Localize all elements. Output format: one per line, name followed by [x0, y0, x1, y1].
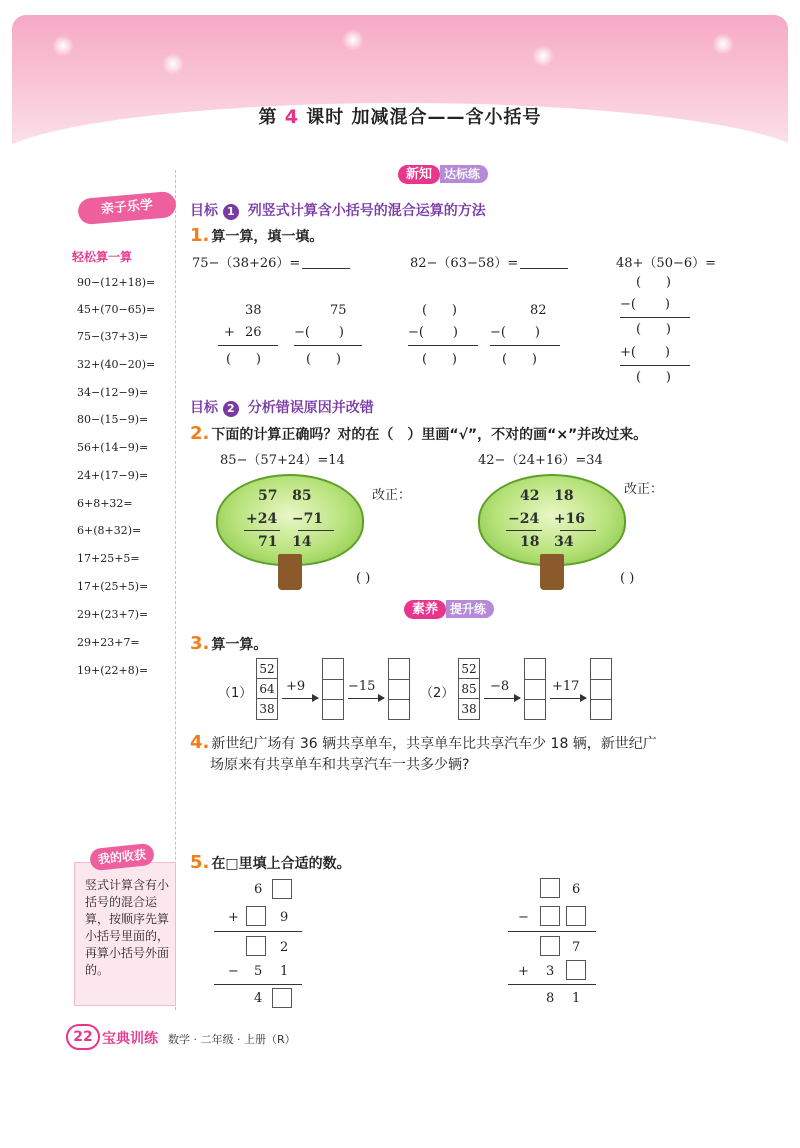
- correction-label: 改正：: [624, 482, 664, 497]
- q1c-top[interactable]: ( ): [636, 275, 671, 290]
- arrow-icon: [484, 698, 520, 699]
- sidebar-item: 34−(12−9)=: [77, 386, 149, 399]
- fill-box[interactable]: [246, 906, 266, 926]
- part-label: （2）: [420, 686, 455, 701]
- question-2-header: [190, 423, 647, 444]
- q2-expr-right: 42−（24+16）=34: [478, 453, 603, 468]
- fill-box[interactable]: [272, 879, 292, 899]
- sidebar-item: 80−(15−9)=: [77, 413, 149, 426]
- question-4-header: [190, 732, 657, 753]
- sidebar-item: 32+(40−20)=: [77, 358, 156, 371]
- question-text: 下面的计算正确吗？对的在（ ）里画“√”，不对的画“×”并改过来。: [211, 427, 648, 443]
- sidebar-item: 19+(22+8)=: [77, 664, 149, 677]
- calc-line: [506, 530, 542, 531]
- harvest-text: 竖式计算含有小括号的混合运算，按顺序先算小括号里面的，再算小括号外面的。: [85, 878, 170, 977]
- title-prefix: 第: [258, 107, 278, 128]
- sidebar-item: 29+(23+7)=: [77, 608, 149, 621]
- expr-text: 82−（63−58）=: [410, 256, 519, 271]
- tree-row: +24 −71: [246, 511, 324, 527]
- correction-label: 改正：: [372, 488, 412, 503]
- q1a-answer[interactable]: ( ): [226, 352, 261, 367]
- calc-line: [214, 931, 302, 932]
- calc-line: [218, 345, 278, 346]
- tree-illustration-left: [216, 474, 364, 590]
- sidebar-item: 6+8+32=: [77, 497, 133, 510]
- page-title: [0, 103, 800, 129]
- calc-line: [490, 345, 560, 346]
- digit: 9: [280, 910, 289, 925]
- input-stack: [256, 658, 278, 720]
- calc-line: [620, 317, 690, 318]
- goal-label: 目标: [190, 400, 218, 416]
- goal-text: 分析错误原因并改错: [247, 400, 374, 416]
- operation-label: −8: [490, 679, 510, 694]
- question-text: 算一算，填一填。: [211, 229, 324, 245]
- calc-line: [214, 984, 302, 985]
- stack-value: 52: [459, 659, 479, 679]
- digit: 1: [572, 991, 581, 1006]
- input-stack: [458, 658, 480, 720]
- question-number: 5.: [190, 852, 210, 873]
- question-1-header: [190, 225, 323, 246]
- q1c-add[interactable]: +( ): [620, 345, 670, 360]
- sidebar-item: 45+(70−65)=: [77, 303, 156, 316]
- q1a-top1: 38: [245, 303, 262, 318]
- fill-box[interactable]: [540, 936, 560, 956]
- arrow-icon: [348, 698, 384, 699]
- operation-label: +17: [552, 679, 580, 694]
- calc-line: [244, 530, 280, 531]
- sidebar-item: 24+(17−9)=: [77, 469, 149, 482]
- question-number: 3.: [190, 633, 210, 654]
- digit: 6: [254, 882, 263, 897]
- q1b-top2: 82: [530, 303, 547, 318]
- digit: 6: [572, 882, 581, 897]
- question-3-header: [190, 633, 267, 654]
- section-sub-label: 提升练: [446, 600, 494, 618]
- lesson-number: 4: [284, 106, 299, 128]
- question-number: 4.: [190, 732, 210, 753]
- sidebar-item: 56+(14−9)=: [77, 441, 149, 454]
- tree-row: 18 34: [520, 534, 574, 550]
- goal-2: [190, 397, 374, 417]
- harvest-box: [74, 862, 176, 1006]
- fill-box[interactable]: [566, 960, 586, 980]
- sparkle-decoration: [532, 45, 554, 67]
- sidebar-item: 17+(25+5)=: [77, 580, 149, 593]
- goal-number: 1: [223, 204, 239, 220]
- fill-box[interactable]: [272, 988, 292, 1008]
- question-text: 在□里填上合适的数。: [211, 856, 351, 872]
- fill-box[interactable]: [540, 878, 560, 898]
- q1c-sub[interactable]: −( ): [620, 297, 670, 312]
- page-number: 22: [66, 1024, 100, 1050]
- stack-value: 38: [461, 702, 477, 716]
- answer-stack[interactable]: [590, 658, 612, 720]
- operator: +: [518, 964, 529, 979]
- easy-calc-title: 轻松算一算: [72, 250, 133, 264]
- parent-child-badge: 亲子乐学: [77, 191, 177, 225]
- sidebar-item: 90−(12+18)=: [77, 276, 156, 289]
- calc-line: [560, 530, 596, 531]
- fill-box[interactable]: [540, 906, 560, 926]
- judge-blank[interactable]: ( ): [356, 571, 371, 586]
- answer-blank[interactable]: [520, 268, 568, 269]
- question-text-cont: 场原来有共享单车和共享汽车一共多少辆?: [210, 757, 470, 773]
- stack-value: 52: [257, 659, 277, 679]
- q1a-top2: 75: [330, 303, 347, 318]
- q1-expr-b: [410, 252, 568, 271]
- section-main-label: 素养: [404, 600, 446, 619]
- part-label: （1）: [218, 686, 253, 701]
- section-main-label: 新知: [398, 165, 440, 184]
- q1b-sub2[interactable]: −( ): [490, 325, 540, 340]
- stack-value: 38: [259, 702, 275, 716]
- tree-illustration-right: [478, 474, 626, 590]
- tree-row: 71 14: [258, 534, 312, 550]
- judge-blank[interactable]: ( ): [620, 571, 635, 586]
- section-sub-label: 达标练: [440, 165, 488, 183]
- sparkle-decoration: [342, 29, 364, 51]
- goal-label: 目标: [190, 203, 218, 219]
- q1-expr-a: [192, 252, 350, 271]
- question-text: 算一算。: [211, 637, 268, 653]
- sidebar-item: 29+23+7=: [77, 636, 140, 649]
- q2-expr-left: 85−（57+24）=14: [220, 453, 345, 468]
- question-5-header: [190, 852, 351, 873]
- answer-stack[interactable]: [524, 658, 546, 720]
- q1a-addend: 26: [245, 325, 262, 340]
- q1b-sub1[interactable]: −( ): [408, 325, 458, 340]
- operation-label: −15: [348, 679, 376, 694]
- q1b-top1[interactable]: ( ): [422, 303, 457, 318]
- goal-number: 2: [223, 401, 239, 417]
- sparkle-decoration: [52, 35, 74, 57]
- sparkle-decoration: [712, 33, 734, 55]
- tree-trunk: [540, 554, 564, 590]
- calc-line: [294, 345, 362, 346]
- q1a-plus: +: [224, 325, 235, 340]
- fill-box[interactable]: [246, 936, 266, 956]
- tree-row: −24 +16: [508, 511, 586, 527]
- q1a-sub[interactable]: −( ): [294, 325, 344, 340]
- arrow-icon: [282, 698, 318, 699]
- book-info: 数学 · 二年级 · 上册（R）: [168, 1033, 296, 1046]
- digit: 8: [546, 991, 555, 1006]
- section-literacy: [404, 598, 494, 622]
- question-number: 1.: [190, 225, 210, 246]
- sidebar-item: 75−(37+3)=: [77, 330, 149, 343]
- calc-line: [508, 931, 596, 932]
- calc-line: [408, 345, 478, 346]
- sidebar-item: 6+(8+32)=: [77, 524, 142, 537]
- digit: 4: [254, 991, 263, 1006]
- digit: 5: [254, 964, 263, 979]
- q1a-answer2[interactable]: ( ): [306, 352, 341, 367]
- operator: −: [518, 910, 529, 925]
- calc-line: [508, 984, 596, 985]
- question-text: 新世纪广场有 36 辆共享单车，共享单车比共享汽车少 18 辆，新世纪广: [211, 736, 657, 752]
- title-suffix: 课时 加减混合——含小括号: [306, 107, 542, 128]
- q1c-answer[interactable]: ( ): [636, 370, 671, 385]
- operator: +: [228, 910, 239, 925]
- q1-expr-c: 48+（50−6）=: [616, 256, 717, 271]
- q1b-answer1[interactable]: ( ): [422, 352, 457, 367]
- digit: 1: [280, 964, 289, 979]
- sidebar-item: 17+25+5=: [77, 552, 140, 565]
- answer-stack[interactable]: [322, 658, 344, 720]
- goal-text: 列竖式计算含小括号的混合运算的方法: [247, 203, 486, 219]
- expr-text: 75−（38+26）=: [192, 256, 301, 271]
- digit: 3: [546, 964, 555, 979]
- tree-row: 57 85: [258, 488, 312, 504]
- goal-1: [190, 200, 486, 220]
- operation-label: +9: [286, 679, 306, 694]
- question-number: 2.: [190, 423, 210, 444]
- arrow-icon: [550, 698, 586, 699]
- q1c-mid[interactable]: ( ): [636, 322, 671, 337]
- tree-row: 42 18: [520, 488, 574, 504]
- stack-value: 64: [257, 679, 277, 699]
- answer-blank[interactable]: [302, 268, 350, 269]
- sparkle-decoration: [162, 53, 184, 75]
- tree-trunk: [278, 554, 302, 590]
- operator: −: [228, 964, 239, 979]
- section-new-knowledge: [398, 163, 488, 187]
- digit: 2: [280, 940, 289, 955]
- q1b-answer2[interactable]: ( ): [502, 352, 537, 367]
- stack-value: 85: [459, 679, 479, 699]
- harvest-badge: 我的收获: [89, 843, 155, 872]
- calc-line: [620, 365, 690, 366]
- fill-box[interactable]: [566, 906, 586, 926]
- brand-logo: 宝典训练: [102, 1031, 158, 1047]
- digit: 7: [572, 940, 581, 955]
- answer-stack[interactable]: [388, 658, 410, 720]
- calc-line: [298, 530, 334, 531]
